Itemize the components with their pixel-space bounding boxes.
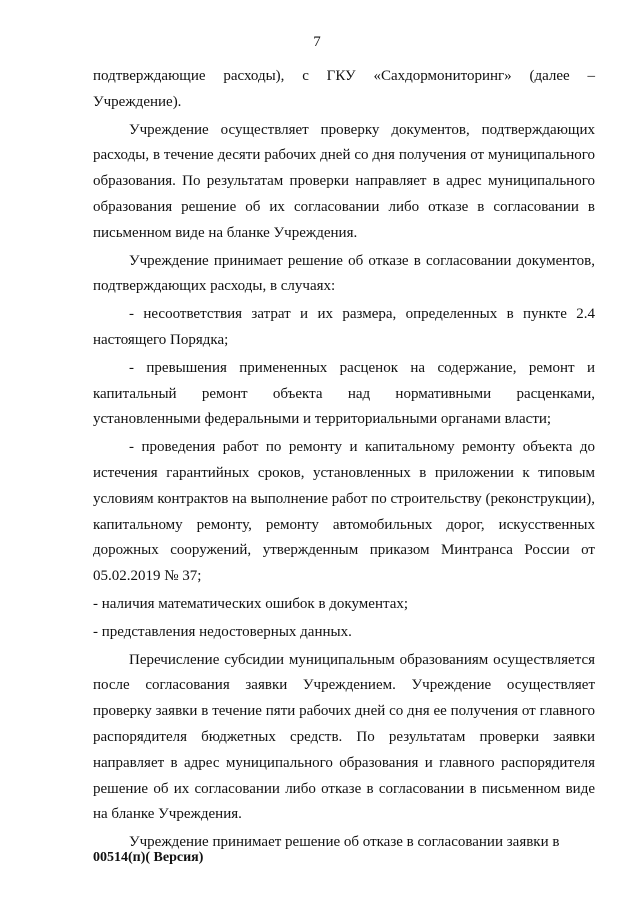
paragraph-1: подтверждающие расходы), с ГКУ «Сахдормониторинг» (далее – Учреждение).: [93, 68, 595, 110]
paragraph-5-list-item: - превышения примененных расценок на содержание, ремонт и капитальный ремонт объекта над нормативными расценками, установленными федеральными и территориальными органами власти;: [93, 359, 595, 428]
paragraph-4-list-item: - несоответствия затрат и их размера, определенных в пункте 2.4 настоящего Порядка;: [93, 306, 595, 348]
document-body: [93, 64, 595, 856]
paragraph-2: Учреждение осуществляет проверку документов, подтверждающих расходы, в течение десяти рабочих дней со дня получения от муниципального образования. По результатам проверки направляет в адрес муниципального образования решение об их согласовании либо отказе в согласовании в письменном виде на бланке Учреждения.: [93, 121, 595, 241]
paragraph-6-list-item: - проведения работ по ремонту и капитальному ремонту объекта до истечения гарантийных сроков, установленных в приложении к типовым условиям контрактов на выполнение работ по строительству (реконструкции), капитальному ремонту, ремонту автомобильных дорог, искусственных дорожных сооружений, утвержденным приказом Минтранса России от 05.02.2019 № 37;: [93, 439, 595, 585]
footer-document-code: 00514(п)( Версия): [93, 850, 204, 865]
page-number: 7: [313, 34, 321, 50]
paragraph-7-list-item: - наличия математических ошибок в документах;: [93, 595, 409, 612]
paragraph-9: Перечисление субсидии муниципальным образованиям осуществляется после согласования заявки Учреждением. Учреждение осуществляет проверку заявки в течение пяти рабочих дней со дня ее получения от главного распорядителя бюджетных средств. По результатам проверки заявки направляет в адрес муниципального образования и главного распорядителя решение об их согласовании либо отказе в согласовании в письменном виде на бланке Учреждения.: [93, 651, 595, 823]
paragraph-8-list-item: - представления недостоверных данных.: [93, 623, 352, 640]
paragraph-3: Учреждение принимает решение об отказе в согласовании документов, подтверждающих расходы, в случаях:: [93, 252, 595, 295]
paragraph-10: Учреждение принимает решение об отказе в согласовании заявки в: [129, 834, 560, 851]
